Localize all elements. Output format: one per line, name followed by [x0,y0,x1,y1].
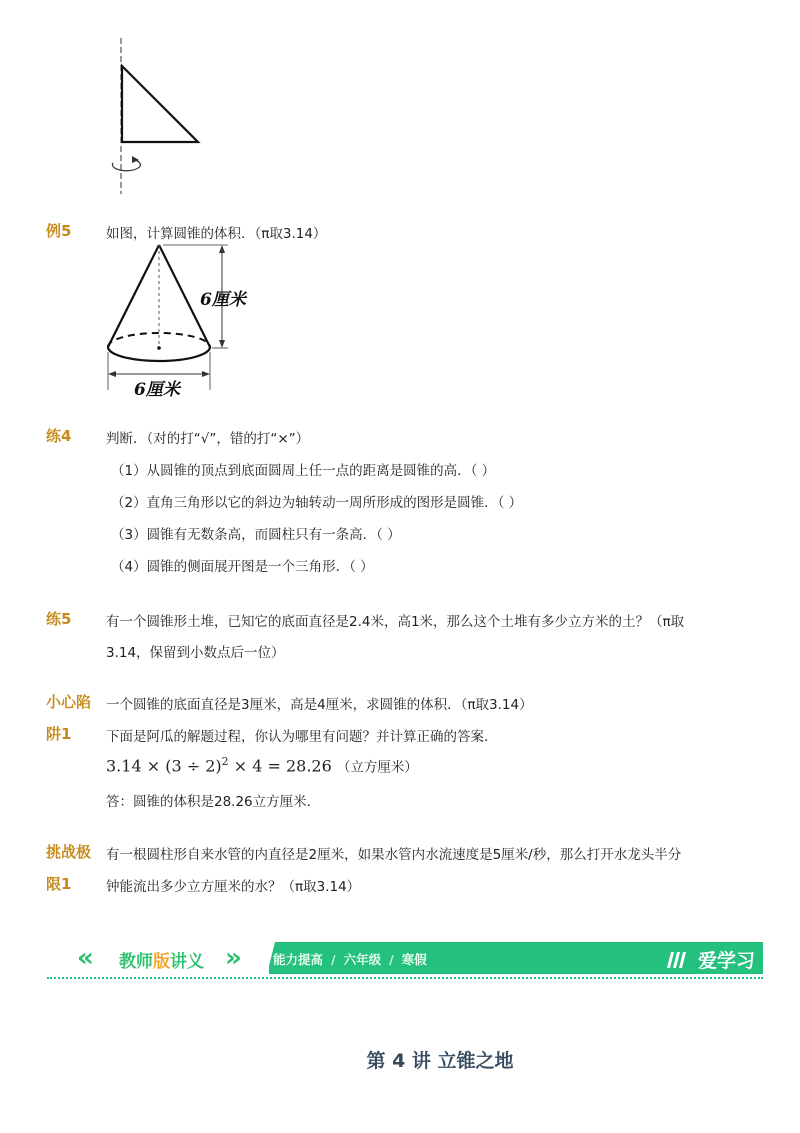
banner-dotted-divider [47,977,763,979]
chevron-left-icon: « [77,943,94,973]
example-5-tag: 例5 [46,222,72,240]
right-triangle [122,66,198,142]
lecture-title: 第 4 讲 立锥之地 [366,1050,514,1072]
crumb-grade: 六年级 [343,952,382,967]
example-5-question: 如图，计算圆锥的体积．（π取3.14） [106,226,327,242]
rotation-arrow-icon [112,160,140,171]
pitfall-1-formula [106,755,418,775]
brand-mark-icon [665,950,691,970]
footer-banner [47,942,763,974]
brand-logo: 爱学习 [665,946,755,973]
pitfall-1-line-2: 下面是阿瓜的解题过程，你认为哪里有问题？并计算正确的答案． [106,729,498,745]
formula-left: 3.14 × (3 ÷ 2) [106,756,222,776]
banner-title: 教师版讲义 [119,952,204,972]
pitfall-1-answer: 答：圆锥的体积是28.26立方厘米． [106,794,321,810]
challenge-1-line-2: 钟能流出多少立方厘米的水？（π取3.14） [106,879,361,895]
triangle-rotation-figure [95,36,215,196]
practice-4-question: 判断．（对的打“√”，错的打“×”） [106,431,310,447]
practice-4-item-2: （2）直角三角形以它的斜边为轴转动一周所形成的图形是圆锥．（ ） [111,495,523,511]
practice-5-tag: 练5 [46,610,72,628]
practice-4-item-1: （1）从圆锥的顶点到底面圆周上任一点的距离是圆锥的高．（ ） [111,463,496,479]
breadcrumb: 能力提高 / 六年级 / 寒假 [273,952,427,967]
challenge-1-tag-line-2: 限1 [46,875,72,893]
practice-4-item-4: （4）圆锥的侧面展开图是一个三角形．（ ） [111,559,374,575]
crumb-term: 寒假 [401,952,427,967]
practice-5-line-2: 3.14，保留到小数点后一位） [106,645,285,661]
formula-exponent: 2 [221,755,229,768]
challenge-1-line-1: 有一根圆柱形自来水管的内直径是2厘米，如果水管内水流速度是5厘米/秒，那么打开水龙头半分 [106,847,682,863]
practice-4-item-3: （3）圆锥有无数条高，而圆柱只有一条高．（ ） [111,527,401,543]
practice-5-line-1: 有一个圆锥形土堆，已知它的底面直径是2.4米，高1米，那么这个土堆有多少立方米的土？（π取 [106,614,685,630]
pitfall-1-line-1: 一个圆锥的底面直径是3厘米，高是4厘米，求圆锥的体积．（π取3.14） [106,697,533,713]
formula-right: × 4 = 28.26 [228,756,332,776]
cone-height-label: 6厘米 [200,290,246,310]
challenge-1-tag-line-1: 挑战极 [46,843,92,861]
cone-figure [100,240,270,400]
practice-4-tag: 练4 [46,427,72,445]
chevron-right-icon: » [225,943,242,973]
pitfall-1-tag-line-2: 阱1 [46,725,72,743]
pitfall-1-tag-line-1: 小心陷 [46,693,92,711]
cone-diameter-label: 6厘米 [134,380,180,400]
formula-unit: （立方厘米） [336,759,418,776]
crumb-level: 能力提高 [273,952,324,967]
